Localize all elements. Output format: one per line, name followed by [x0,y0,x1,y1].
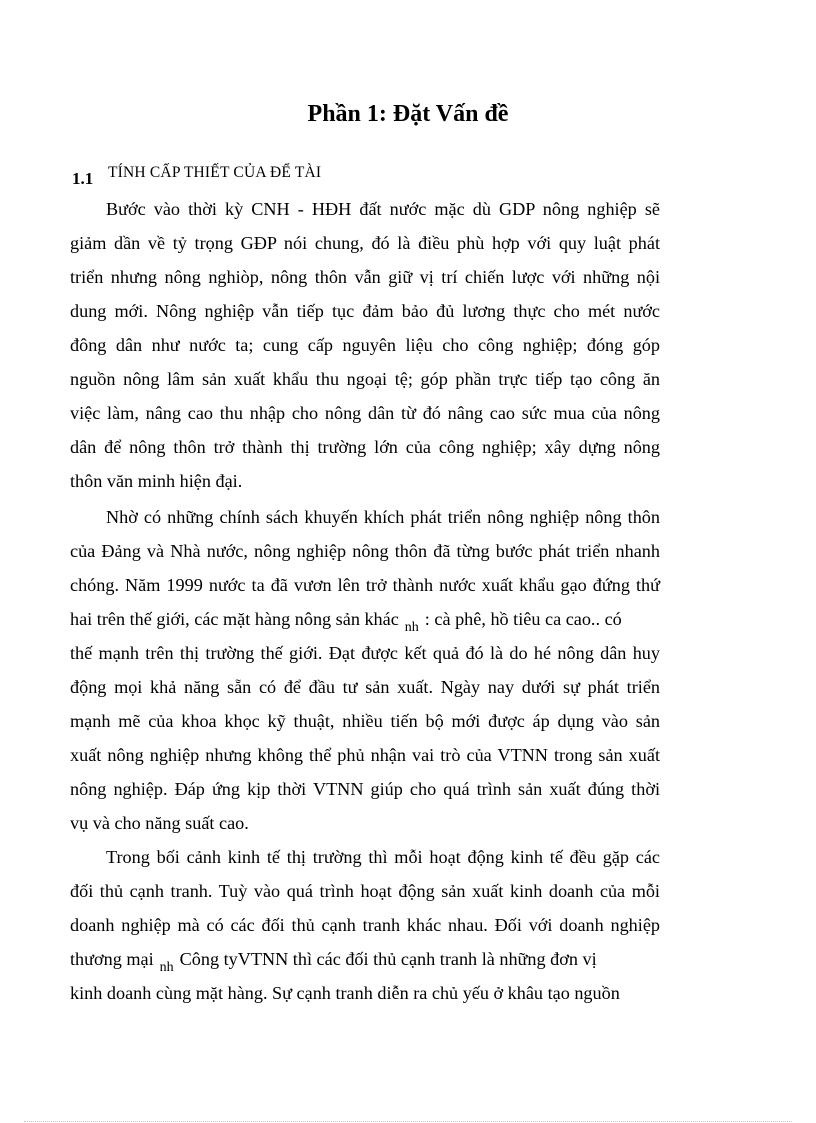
page-title: Phần 1: Đặt Vấn đề [307,101,509,127]
paragraph-line: kinh doanh cùng mặt hàng. Sự cạnh tranh diễn ra chủ yếu ở khâu tạo nguồn [70,983,620,1003]
paragraph-line: vụ và cho năng suất cao. [70,813,249,833]
paragraph-line: chóng. Năm 1999 nước ta đã vươn lên trở thành nước xuất khẩu gạo đứng thứ [70,575,660,595]
paragraph-1 [70,192,660,498]
subscript-text: nh [404,620,419,635]
paragraph-line [70,602,660,636]
paragraph-line: nông nghiệp. Đáp ứng kịp thời VTNN giúp cho quá trình sản xuất đúng thời [70,779,660,799]
paragraph-line: Nhờ có những chính sách khuyến khích phát triển nông nghiệp nông thôn [106,507,660,527]
line-text: Công tyVTNN thì các đối thủ cạnh tranh là những đơn vị [179,949,597,969]
line-text: thương mại [70,949,154,969]
page-bottom-rule [24,1121,792,1122]
paragraph-line: Bước vào thời kỳ CNH - HĐH đất nước mặc dù GDP nông nghiệp sẽ [106,199,660,219]
paragraph-line: giảm dần về tỷ trọng GĐP nói chung, đó là điều phù hợp với quy luật phát [70,233,660,253]
paragraph-line: mạnh mẽ của khoa khọc kỹ thuật, nhiều tiến bộ mới được áp dụng vào sản [70,711,660,731]
line-text: hai trên thế giới, các mặt hàng nông sản khác [70,609,399,629]
paragraph-line: xuất nông nghiệp nhưng không thể phủ nhận vai trò của VTNN trong sản xuất [70,745,660,765]
paragraph-3 [70,840,660,1010]
paragraph-line: thế mạnh trên thị trường thế giới. Đạt được kết quả đó là do hé nông dân huy [70,643,660,663]
paragraph-line: đối thủ cạnh tranh. Tuỳ vào quá trình hoạt động sản xuất kinh doanh của mỗi [70,881,660,901]
paragraph-line: động mọi khả năng sẵn có để đầu tư sản xuất. Ngày nay dưới sự phát triển [70,677,660,697]
line-text: : cà phê, hồ tiêu ca cao.. có [424,609,622,629]
paragraph-line: dung mới. Nông nghiệp vẫn tiếp tục đảm bảo đủ lương thực cho mét nước [70,301,660,321]
paragraph-line: Trong bối cảnh kinh tế thị trường thì mỗi hoạt động kinh tế đều gặp các [106,847,660,867]
paragraph-line: triển nhưng nông nghiòp, nông thôn vẫn giữ vị trí chiến lược với những nội [70,267,660,287]
paragraph-2 [70,500,660,840]
section-title: TÍNH CẤP THIẾT CỦA ĐỂ TÀI [108,164,322,181]
paragraph-line [70,942,660,976]
paragraph-line: doanh nghiệp mà có các đối thủ cạnh tranh khác nhau. Đối với doanh nghiệp [70,915,660,935]
paragraph-line: nguồn nông lâm sản xuất khẩu thu ngoại tệ; góp phần trực tiếp tạo công ăn [70,369,660,389]
paragraph-line: việc làm, nâng cao thu nhập cho nông dân từ đó nâng cao sức mua của nông [70,403,660,423]
paragraph-line: đông dân như nước ta; cung cấp nguyên liệu cho công nghiệp; đóng góp [70,335,660,355]
subscript-text: nh [159,960,174,975]
paragraph-line: thôn văn minh hiện đại. [70,471,243,491]
paragraph-line: dân để nông thôn trở thành thị trường lớn của công nghiệp; xây dựng nông [70,437,660,457]
paragraph-line: của Đảng và Nhà nước, nông nghiệp nông thôn đã từng bước phát triển nhanh [70,541,660,561]
section-number: 1.1 [72,169,94,188]
